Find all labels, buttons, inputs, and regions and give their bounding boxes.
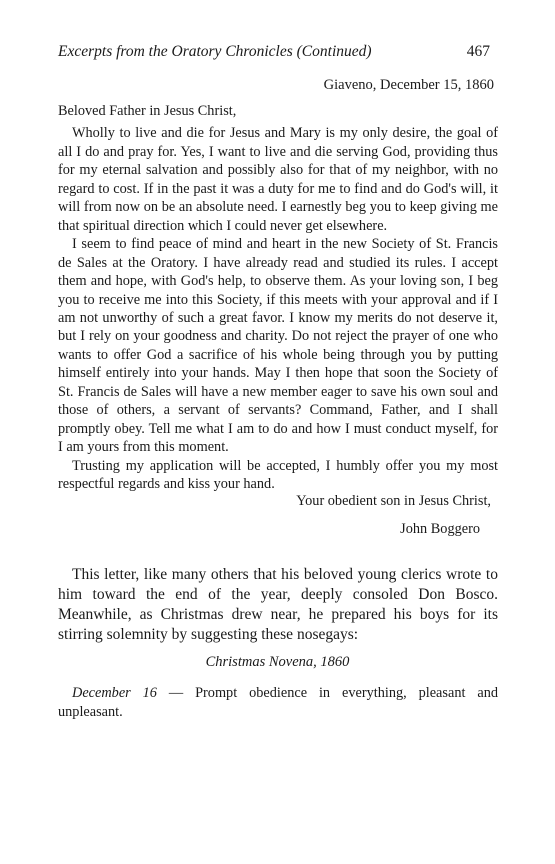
letter-paragraph: Trusting my application will be accepted, I humbly offer you my most respectful regards and kiss your hand. bbox=[58, 457, 498, 493]
novena-entry bbox=[58, 684, 498, 721]
running-title: Excerpts from the Oratory Chronicles (Continued) bbox=[58, 43, 372, 60]
novena-entry-date: December 16 bbox=[72, 685, 157, 701]
page-number: 467 bbox=[466, 43, 490, 60]
letter-closing: Your obedient son in Jesus Christ, bbox=[296, 493, 491, 509]
novena-entry-separator: — bbox=[156, 685, 196, 701]
novena-entry-text: Prompt obedience in everything, pleasant and unpleasant. bbox=[58, 685, 498, 720]
letter-paragraph: I seem to find peace of mind and heart in the new Society of St. Francis de Sales at the Oratory. I have already read and studied its rules. I accept them and hope, with God's help, to observe them. As your loving son, I beg you to receive me into this Society, if this meets with your approval and if I am not unworthy of such a great favor. I know my merits do not deserve it, but I rely on your goodness and charity. Do not reject the prayer of one who wants to offer God a sacrifice of his whole being through you by putting himself entirely into your hands. May I then hope that soon the Society of St. Francis de Sales will have a new member eager to save his own soul and those of others, a servant of servants? Command, Father, and I shall promptly obey. Tell me what I am to do and how I must conduct myself, for I am yours from this moment. bbox=[58, 236, 498, 456]
narrative-paragraph: This letter, like many others that his beloved young clerics wrote to him toward the end of the year, deeply consoled Don Bosco. Meanwhile, as Christmas drew near, he prepared his boys for its stirring solemnity by suggesting these nosegays: bbox=[58, 566, 498, 643]
novena-heading: Christmas Novena, 1860 bbox=[205, 654, 350, 670]
letter-dateline: Giaveno, December 15, 1860 bbox=[323, 77, 494, 93]
running-header bbox=[58, 42, 490, 62]
letter-paragraph: Wholly to live and die for Jesus and Mary is my only desire, the goal of all I do and pray for. Yes, I want to live and die serving God, providing thus for my eternal salvation and possibly also for that of my neighbor, with no regard to cost. If in the past it was a duty for me to find and do God's will, it will from now on be an absolute need. I earnestly beg you to keep giving me that spiritual direction which I could never get elsewhere. bbox=[58, 125, 498, 234]
letter-salutation: Beloved Father in Jesus Christ, bbox=[58, 103, 237, 119]
letter-signature: John Boggero bbox=[400, 521, 480, 537]
letter-body bbox=[58, 102, 498, 494]
